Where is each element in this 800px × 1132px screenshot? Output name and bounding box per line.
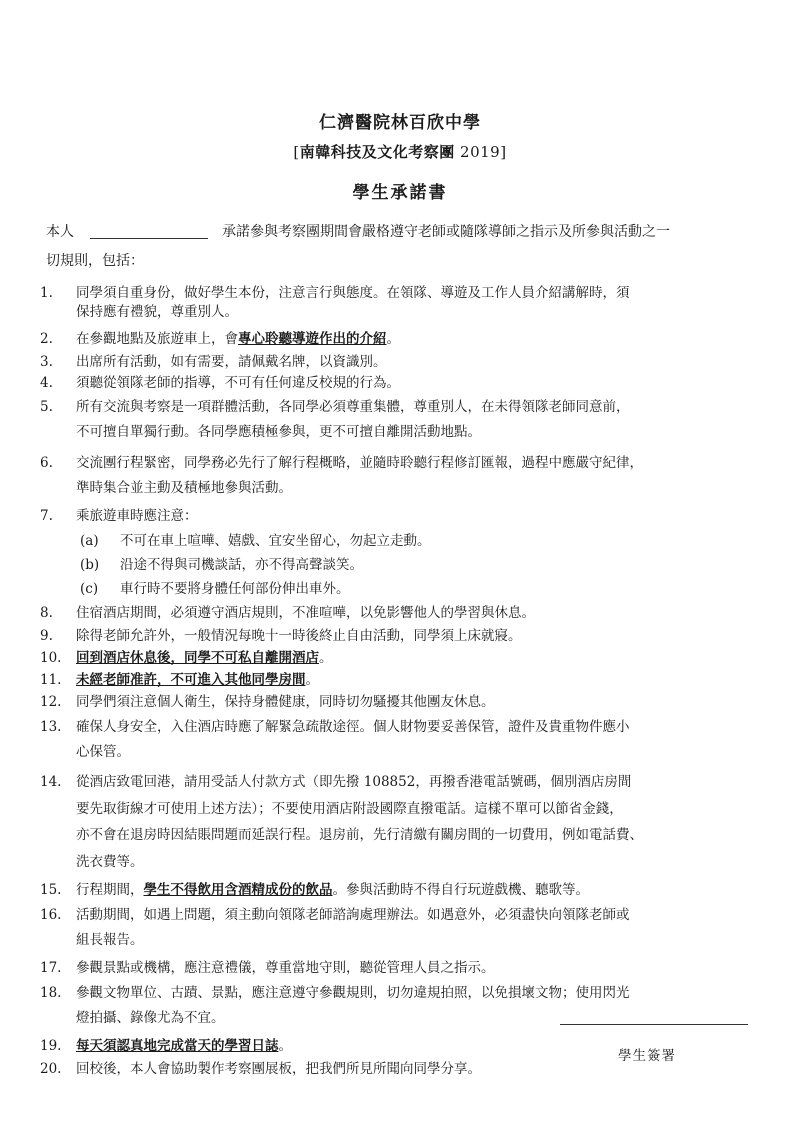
rule-text <box>76 881 760 900</box>
trip-name <box>0 141 800 162</box>
rule-item <box>40 649 760 668</box>
rule-text-part: 參觀景點或機構，應注意禮儀，尊重當地守則，聽從管理人員之指示。 <box>76 960 495 976</box>
rule-text-part: 出席所有活動，如有需要，請佩戴名牌，以資識別。 <box>76 354 387 370</box>
rule-emphasis: 回到酒店休息後，同學不可私自離開酒店 <box>76 650 319 666</box>
rule-emphasis: 每天須認真地完成當天的學習日誌 <box>76 1038 279 1054</box>
school-name: 仁濟醫院林百欣中學 <box>319 113 481 133</box>
rule-number: 15. <box>40 882 62 898</box>
rule-number: 11. <box>40 672 62 688</box>
rule-text <box>76 959 760 978</box>
rule-text-part: 除得老師允許外，一般情況每晚十一時後終止自由活動，同學須上床就寢。 <box>76 628 522 644</box>
intro-text: 承諾參與考察團期間會嚴格遵守老師或隨隊導師之指示及所參與活動之一 <box>222 224 670 240</box>
rule-item <box>40 284 760 322</box>
subitem-label: (c) <box>80 581 99 597</box>
rule-subitem <box>40 580 760 599</box>
rule-text-part: 行程期間， <box>76 882 144 898</box>
subitem-text: 不可在車上喧嘩、嬉戲、宜安坐留心，勿起立走動。 <box>120 533 431 549</box>
rule-text <box>76 604 760 623</box>
document-title: 學生承諾書 <box>352 183 448 203</box>
rule-text-part: 乘旅遊車時應注意： <box>76 508 198 524</box>
rule-text-part: 回校後，本人會協助製作考察團展板，把我們所見所聞向同學分享。 <box>76 1061 481 1077</box>
rule-number: 20. <box>40 1061 62 1077</box>
intro-prefix: 本人 <box>46 224 74 240</box>
rule-item <box>40 769 760 875</box>
rule-item <box>40 881 760 900</box>
rule-text-part: 。 <box>386 331 400 347</box>
rule-text <box>76 374 760 393</box>
rule-item <box>40 693 760 712</box>
rule-item <box>40 507 760 526</box>
rule-item <box>40 715 760 765</box>
rule-text <box>76 671 760 690</box>
rule-number: 13. <box>40 719 62 735</box>
intro-line-2: 切規則，包括： <box>46 253 144 269</box>
rule-item <box>40 959 760 978</box>
rule-item <box>40 903 760 953</box>
rule-item <box>40 451 760 501</box>
rule-emphasis: 未經老師准許，不可進入其他同學房間 <box>76 672 306 688</box>
rule-text-part: 。 <box>278 1038 292 1054</box>
rule-subitem <box>40 532 760 551</box>
rule-text-part: 住宿酒店期間，必須遵守酒店規則，不准喧嘩，以免影響他人的學習與休息。 <box>76 605 535 621</box>
rule-text-part: 從酒店致電回港，請用受話人付款方式（即先撥 108852，再撥香港電話號碼，個別酒店房間 要先取街線才可使用上述方法）；不要使用酒店附設國際直撥電話。這樣不單可以節省金錢， 亦不會在退房時因結賬問題而延誤行程。退房前，先行清繳有關房間的一切費用，例如電話費、 洗衣費等。 <box>76 774 643 870</box>
rule-item <box>40 330 760 349</box>
rule-item <box>40 627 760 646</box>
subitem-label: (a) <box>80 533 99 549</box>
rule-emphasis: 學生不得飲用含酒精成份的飲品 <box>143 882 333 898</box>
rule-text-part: 在參觀地點及旅遊車上，會 <box>76 331 238 347</box>
trip-title: 南韓科技及文化考察團 <box>299 143 455 161</box>
rule-text <box>76 353 760 372</box>
rule-item <box>40 671 760 690</box>
name-blank[interactable] <box>90 224 208 239</box>
trip-bracket-open: [ <box>293 143 300 161</box>
rule-number: 10. <box>40 650 62 666</box>
rule-text-part: 。參與活動時不得自行玩遊戲機、聽歌等。 <box>332 882 589 898</box>
rule-item <box>40 374 760 393</box>
rule-text-part: 同學須自重身份，做好學生本份，注意言行與態度。在領隊、導遊及工作人員介紹講解時，須 保持應有禮貌，尊重別人。 <box>76 285 630 320</box>
rule-text-part: 參觀文物單位、古蹟、景點，應注意遵守參觀規則，切勿違規拍照，以免損壞文物；使用閃光 燈拍攝、錄像尤為不宜。 <box>76 985 630 1026</box>
signature-line[interactable] <box>560 1024 748 1025</box>
subitem-text: 沿途不得與司機談話，亦不得高聲談笑。 <box>120 557 363 573</box>
rule-item <box>40 353 760 372</box>
rule-text <box>76 395 760 445</box>
intro-line-1 <box>46 221 766 241</box>
rule-number: 4. <box>40 375 53 391</box>
rule-number: 3. <box>40 354 53 370</box>
rule-text-part: 活動期間，如遇上問題，須主動向領隊老師諮詢處理辦法。如遇意外，必須盡快向領隊老師或 組長報告。 <box>76 907 630 948</box>
rule-number: 6. <box>40 455 53 471</box>
rule-text-part: 同學們須注意個人衛生，保持身體健康，同時切勿騷擾其他團友休息。 <box>76 694 495 710</box>
rule-text <box>76 330 760 349</box>
rule-number: 14. <box>40 774 62 790</box>
signature-label: 學生簽署 <box>618 1048 676 1064</box>
rule-number: 5. <box>40 399 53 415</box>
rule-text-part: 確保人身安全，入住酒店時應了解緊急疏散途徑。個人財物要妥善保管，證件及貴重物件應小 心保管。 <box>76 719 630 760</box>
rule-number: 1. <box>40 285 53 301</box>
rule-text-part: 所有交流與考察是一項群體活動，各同學必須尊重集體，尊重別人，在未得領隊老師同意前， 不可擅自單獨行動。各同學應積極參與，更不可擅自離開活動地點。 <box>76 399 630 440</box>
rule-text-part: 須聽從領隊老師的指導，不可有任何違反校規的行為。 <box>76 375 400 391</box>
rules-list <box>40 284 760 1082</box>
rule-text <box>76 693 760 712</box>
rule-item <box>40 395 760 445</box>
rule-text <box>76 769 760 875</box>
subitem-label: (b) <box>80 557 100 573</box>
rule-number: 18. <box>40 985 62 1001</box>
rule-number: 17. <box>40 960 62 976</box>
rule-number: 9. <box>40 628 53 644</box>
rule-text <box>76 715 760 765</box>
rule-text-part: 交流團行程緊密，同學務必先行了解行程概略，並隨時聆聽行程修訂匯報，過程中應嚴守紀律， 準時集合並主動及積極地參與活動。 <box>76 455 643 496</box>
rule-subitem <box>40 556 760 575</box>
rule-number: 8. <box>40 605 53 621</box>
rule-text <box>76 627 760 646</box>
rule-number: 2. <box>40 331 53 347</box>
rule-text <box>76 649 760 668</box>
rule-text <box>76 284 760 322</box>
rule-number: 16. <box>40 907 62 923</box>
rule-item <box>40 604 760 623</box>
rule-number: 12. <box>40 694 62 710</box>
rule-text-part: 。 <box>305 672 319 688</box>
rule-text <box>76 451 760 501</box>
subitem-text: 車行時不要將身體任何部份伸出車外。 <box>120 581 350 597</box>
rule-number: 19. <box>40 1038 62 1054</box>
rule-text <box>76 903 760 953</box>
rule-number: 7. <box>40 508 53 524</box>
rule-text-part: 。 <box>319 650 333 666</box>
rule-emphasis: 專心聆聽導遊作出的介紹 <box>238 331 387 347</box>
trip-year: 2019] <box>454 143 507 161</box>
rule-text <box>76 507 760 526</box>
